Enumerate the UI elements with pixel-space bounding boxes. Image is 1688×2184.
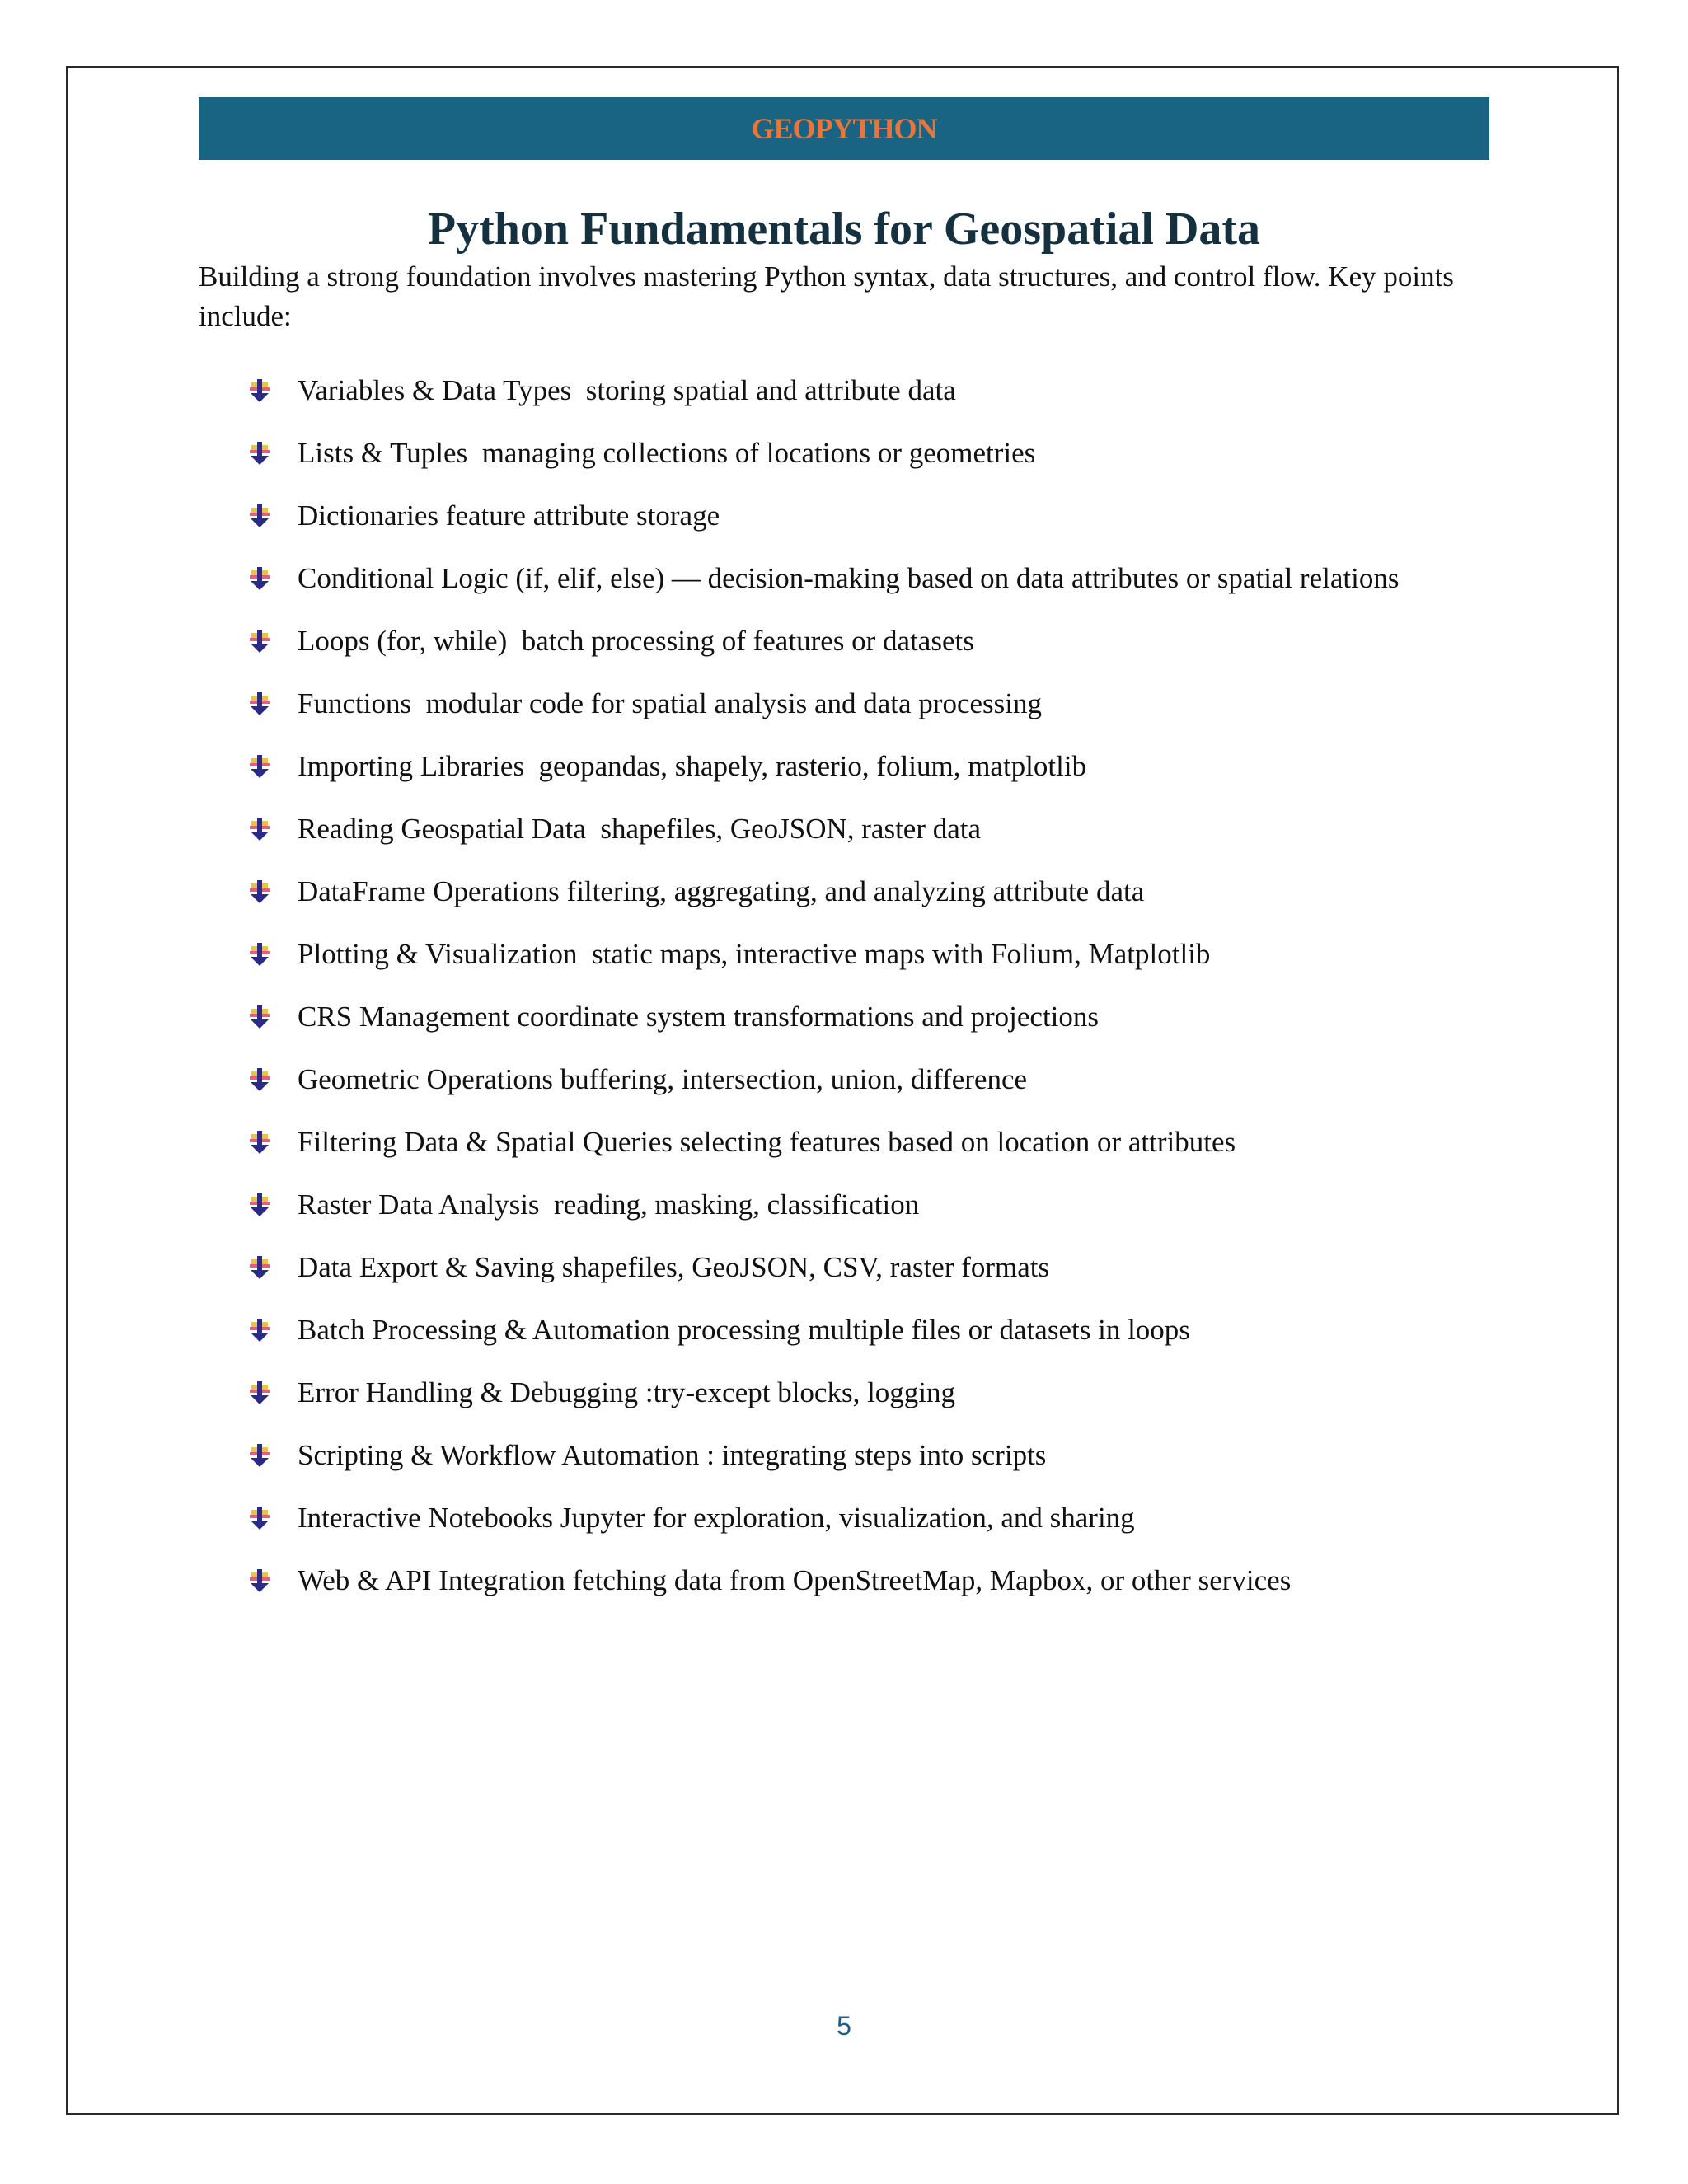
list-item-text: Interactive Notebooks Jupyter for exploration, visualization, and sharing bbox=[298, 1502, 1135, 1534]
list-item-text: Web & API Integration fetching data from OpenStreetMap, Mapbox, or other services bbox=[298, 1564, 1292, 1596]
list-item-text: Dictionaries feature attribute storage bbox=[298, 499, 720, 532]
arrow-down-bullet-icon bbox=[247, 441, 272, 466]
list-item-text: Functions modular code for spatial analysis and data processing bbox=[298, 687, 1042, 719]
list-item bbox=[247, 673, 1533, 735]
header-title: GEOPYTHON bbox=[751, 112, 937, 145]
arrow-down-bullet-icon bbox=[247, 879, 272, 904]
list-item bbox=[247, 860, 1533, 923]
arrow-down-bullet-icon bbox=[247, 1568, 272, 1593]
list-item bbox=[247, 986, 1533, 1048]
arrow-down-bullet-icon bbox=[247, 629, 272, 654]
arrow-down-bullet-icon bbox=[247, 1380, 272, 1405]
list-item-text: Reading Geospatial Data shapefiles, GeoJSON, raster data bbox=[298, 813, 982, 845]
list-item-text: Filtering Data & Spatial Queries selecting features based on location or attributes bbox=[298, 1126, 1236, 1158]
list-item bbox=[247, 1549, 1533, 1612]
arrow-down-bullet-icon bbox=[247, 1318, 272, 1343]
list-item-text: Batch Processing & Automation processing multiple files or datasets in loops bbox=[298, 1314, 1190, 1346]
arrow-down-bullet-icon bbox=[247, 1005, 272, 1029]
list-item bbox=[247, 547, 1533, 610]
list-item-text: Geometric Operations buffering, intersection, union, difference bbox=[298, 1063, 1028, 1095]
arrow-down-bullet-icon bbox=[247, 691, 272, 716]
list-item bbox=[247, 923, 1533, 986]
page-title: Python Fundamentals for Geospatial Data bbox=[427, 204, 1261, 255]
list-item bbox=[247, 610, 1533, 673]
list-item bbox=[247, 422, 1533, 485]
list-item bbox=[247, 1236, 1533, 1299]
list-item bbox=[247, 1424, 1533, 1487]
list-item bbox=[247, 798, 1533, 860]
list-item-text: Plotting & Visualization static maps, interactive maps with Folium, Matplotlib bbox=[298, 938, 1211, 970]
list-item bbox=[247, 735, 1533, 798]
list-item-text: DataFrame Operations filtering, aggregating, and analyzing attribute data bbox=[298, 875, 1145, 907]
arrow-down-bullet-icon bbox=[247, 504, 272, 528]
page-number: 5 bbox=[837, 2011, 851, 2041]
header-bar bbox=[199, 97, 1489, 160]
arrow-down-bullet-icon bbox=[247, 1255, 272, 1280]
list-item-text: Error Handling & Debugging :try-except blocks, logging bbox=[298, 1376, 956, 1408]
list-item bbox=[247, 1048, 1533, 1111]
list-item-text: Data Export & Saving shapefiles, GeoJSON, CSV, raster formats bbox=[298, 1251, 1050, 1283]
list-item bbox=[247, 485, 1533, 547]
intro-paragraph: Building a strong foundation involves mastering Python syntax, data structures, and control flow. Key points include: bbox=[199, 260, 1454, 332]
arrow-down-bullet-icon bbox=[247, 1193, 272, 1217]
arrow-down-bullet-icon bbox=[247, 1130, 272, 1155]
arrow-down-bullet-icon bbox=[247, 1067, 272, 1092]
arrow-down-bullet-icon bbox=[247, 1443, 272, 1468]
arrow-down-bullet-icon bbox=[247, 566, 272, 591]
list-item bbox=[247, 1361, 1533, 1424]
list-item bbox=[247, 1299, 1533, 1361]
arrow-down-bullet-icon bbox=[247, 942, 272, 967]
arrow-down-bullet-icon bbox=[247, 817, 272, 841]
list-item bbox=[247, 1174, 1533, 1236]
list-item bbox=[247, 1111, 1533, 1174]
arrow-down-bullet-icon bbox=[247, 1506, 272, 1530]
list-item-text: Loops (for, while) batch processing of features or datasets bbox=[298, 625, 974, 657]
list-item bbox=[247, 1487, 1533, 1549]
list-item-text: Lists & Tuples managing collections of locations or geometries bbox=[298, 437, 1036, 469]
list-item bbox=[247, 359, 1533, 422]
arrow-down-bullet-icon bbox=[247, 754, 272, 779]
list-item-text: Conditional Logic (if, elif, else) — decision-making based on data attributes or spatial relations bbox=[298, 562, 1400, 594]
arrow-down-bullet-icon bbox=[247, 378, 272, 403]
list-item-text: Raster Data Analysis reading, masking, classification bbox=[298, 1188, 920, 1221]
list-item-text: Scripting & Workflow Automation : integrating steps into scripts bbox=[298, 1439, 1047, 1471]
bullet-list bbox=[247, 359, 1533, 1612]
list-item-text: Variables & Data Types storing spatial and attribute data bbox=[298, 374, 956, 406]
list-item-text: Importing Libraries geopandas, shapely, rasterio, folium, matplotlib bbox=[298, 750, 1087, 782]
list-item-text: CRS Management coordinate system transformations and projections bbox=[298, 1001, 1100, 1033]
